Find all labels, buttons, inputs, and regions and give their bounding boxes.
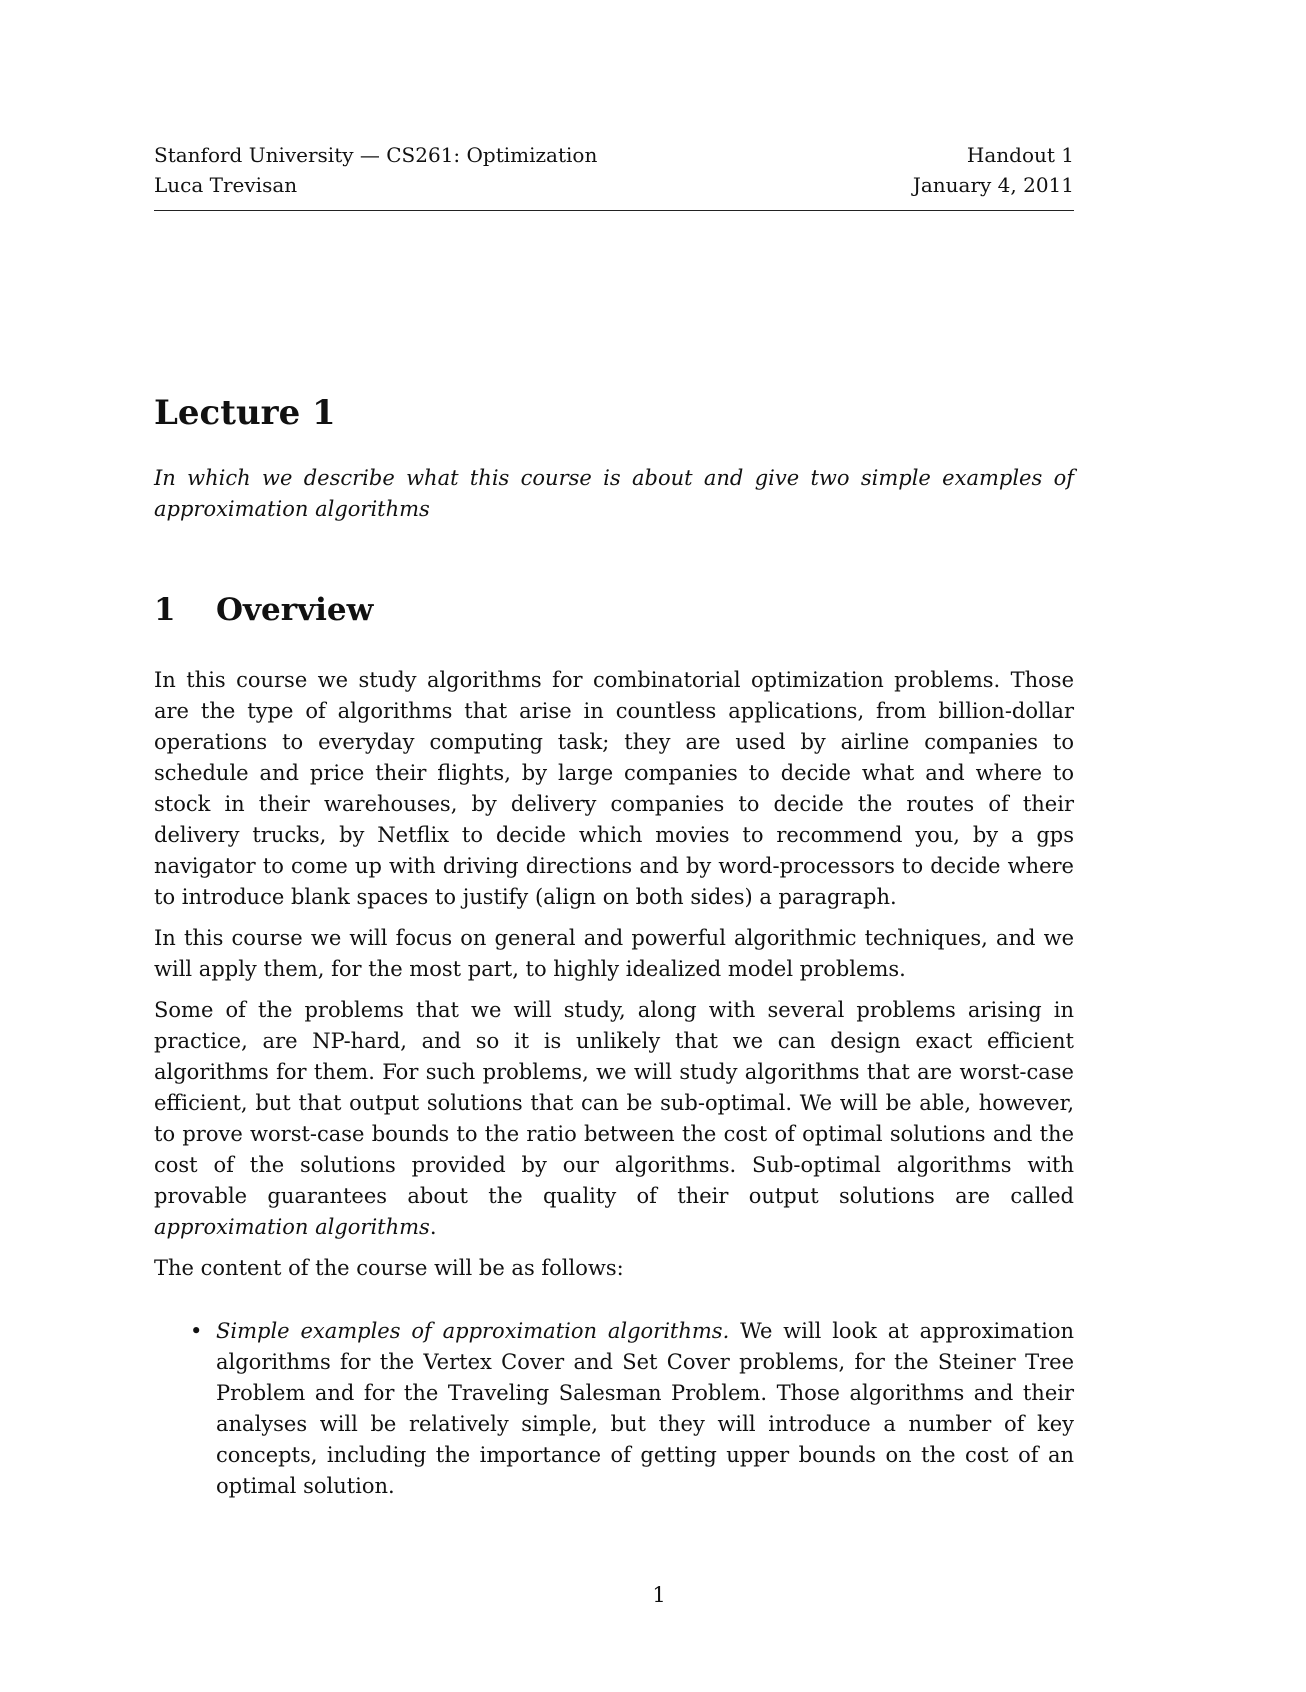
list-item [190, 1316, 1074, 1502]
handout-number: Handout 1 [966, 143, 1074, 167]
term-approximation-algorithms: approximation algorithms [154, 1215, 430, 1239]
header-left [154, 140, 597, 200]
section-number: 1 [154, 592, 176, 628]
section-title: Overview [216, 592, 374, 628]
author-name: Luca Trevisan [154, 173, 298, 197]
bullet-icon: • [190, 1319, 203, 1343]
paragraph-intro: In this course we study algorithms for combinatorial optimization problems. Those are the type of algorithms that arise in countless applications, from billion-dollar operations to everyday computing task; they are used by airline companies to schedule and price their flights, by large companies to decide what and where to stock in their warehouses, by delivery companies to decide the routes of their delivery trucks, by Netflix to decide which movies to recommend you, by a gps navigator to come up with driving directions and by word-processors to decide where to introduce blank spaces to justify (align on both sides) a paragraph. [154, 668, 1074, 909]
list-item-text: We will look at approximation algorithms for the Vertex Cover and Set Cover problems, for the Steiner Tree Problem and for the Traveling Salesman Problem. Those algorithms and their analyses will be relatively simple, but they will introduce a number of key concepts, including the importance of getting upper bounds on the cost of an optimal solution. [216, 1319, 1074, 1498]
list-item-title: Simple examples of approximation algorithms. [216, 1319, 730, 1343]
paragraph-content-intro: The content of the course will be as follows: [154, 1256, 624, 1280]
paragraph-focus: In this course we will focus on general and powerful algorithmic techniques, and we will apply them, for the most part, to highly idealized model problems. [154, 926, 1074, 981]
paragraph-np-hard [154, 995, 1074, 1243]
page-content [154, 140, 1074, 1502]
header-divider [154, 210, 1074, 211]
paragraph-np-hard-end: . [429, 1215, 437, 1239]
section-heading [154, 591, 1074, 629]
course-name: Stanford University — CS261: Optimization [154, 143, 598, 167]
header-right [913, 140, 1074, 200]
page-number: 1 [652, 1583, 666, 1607]
lecture-title: Lecture 1 [154, 393, 336, 433]
paragraph-np-hard-text: Some of the problems that we will study, along with several problems arising in practice, are NP-hard, and so it is unlikely that we can design exact efficient algorithms for them. For such problems, we will study algorithms that are worst-case efficient, but that output solutions that can be sub-optimal. We will be able, however, to prove worst-case bounds to the ratio between the cost of optimal solutions and the cost of the solutions provided by our algorithms. Sub-optimal algorithms with provable guarantees about the quality of their output solutions are called [154, 998, 1074, 1208]
handout-date: January 4, 2011 [912, 173, 1074, 197]
lecture-abstract: In which we describe what this course is about and give two simple examples of approximation algorithms [154, 466, 1074, 521]
handout-header [154, 140, 1074, 200]
course-content-list [154, 1316, 1074, 1502]
